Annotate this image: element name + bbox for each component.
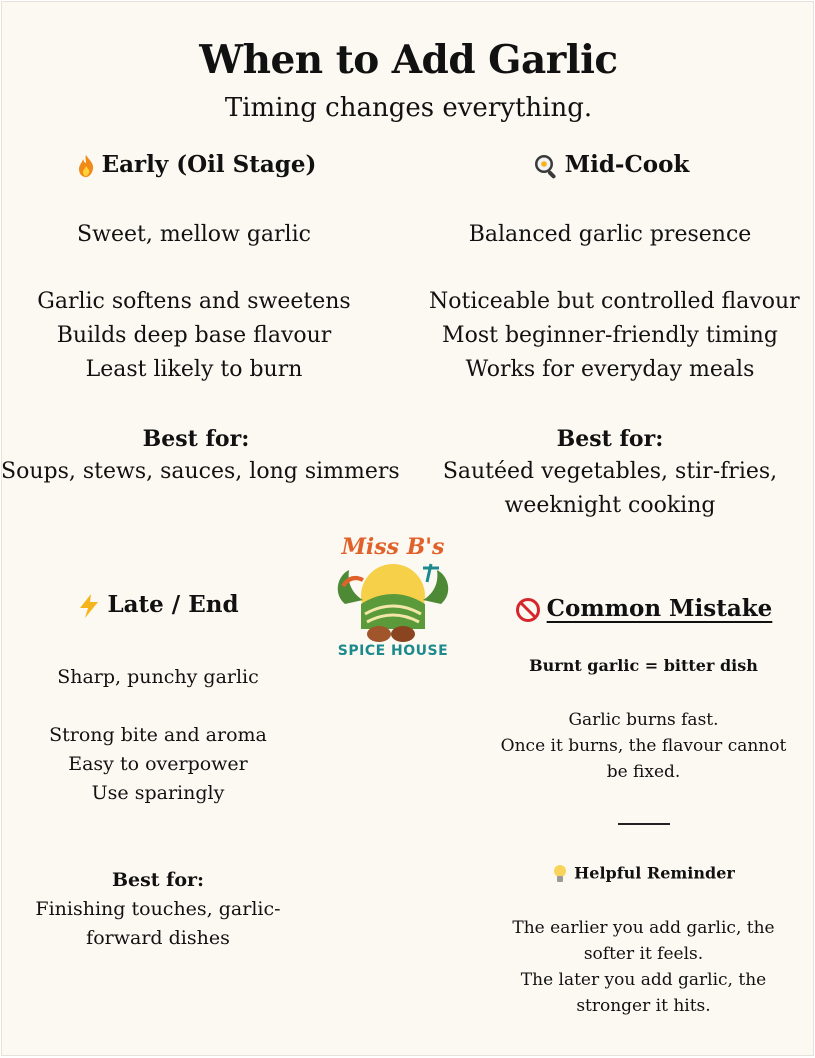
list-item: Strong bite and aroma: [49, 724, 267, 746]
reminder-heading-label: Helpful Reminder: [574, 863, 735, 883]
page-title: When to Add Garlic: [199, 37, 618, 83]
late-best-for-text: [1, 895, 315, 953]
early-summary: Sweet, mellow garlic: [77, 222, 311, 247]
reminder-line: stronger it hits.: [576, 996, 711, 1016]
late-best-for-label: Best for:: [111, 869, 205, 891]
reminder-text: [471, 915, 815, 1019]
early-heading: [1, 151, 391, 178]
mid-summary: Balanced garlic presence: [468, 222, 752, 247]
late-summary: Sharp, punchy garlic: [57, 666, 259, 688]
list-item: Use sparingly: [91, 782, 225, 804]
lightbulb-icon: [552, 863, 568, 885]
list-item: Least likely to burn: [85, 357, 303, 382]
mistake-heading-label: Common Mistake: [546, 595, 773, 622]
infographic-page: [1, 1, 814, 1056]
prohibited-icon: [515, 597, 541, 623]
mid-points: [429, 285, 800, 387]
fire-icon: [76, 154, 96, 178]
lightning-icon: [77, 593, 101, 619]
early-best-for-label: Best for:: [142, 426, 250, 452]
early-heading-label: Early (Oil Stage): [101, 151, 317, 178]
best-for-line: Finishing touches, garlic-: [35, 898, 281, 920]
late-heading: [1, 591, 315, 619]
mistake-line: Once it burns, the flavour cannot: [500, 736, 787, 756]
list-item: Works for everyday meals: [465, 357, 755, 382]
mistake-line: be fixed.: [606, 762, 681, 782]
reminder-line: softer it feels.: [583, 944, 704, 964]
reminder-heading: [471, 863, 815, 885]
mistake-heading: [471, 595, 815, 623]
list-item: Most beginner-friendly timing: [442, 323, 778, 348]
frying-pan-icon: [533, 153, 559, 179]
early-best-for-text: [1, 455, 400, 489]
early-points: [1, 285, 387, 387]
mid-best-for-text: [429, 455, 791, 523]
mistake-text: [471, 707, 815, 785]
logo-script-text: Miss B's: [341, 534, 445, 560]
best-for-line: weeknight cooking: [504, 493, 716, 518]
mistake-line: Garlic burns fast.: [568, 710, 719, 730]
late-heading-label: Late / End: [107, 591, 239, 618]
logo-name-text: SPICE HOUSE: [337, 643, 449, 659]
late-points: [1, 721, 315, 808]
mid-heading: [431, 151, 791, 179]
reminder-line: The earlier you add garlic, the: [512, 918, 775, 938]
list-item: Garlic softens and sweetens: [37, 289, 351, 314]
page-subtitle: Timing changes everything.: [224, 93, 593, 123]
reminder-line: The later you add garlic, the: [520, 970, 767, 990]
list-item: Easy to overpower: [68, 753, 248, 775]
list-item: Builds deep base flavour: [56, 323, 332, 348]
best-for-line: Sautéed vegetables, stir-fries,: [442, 459, 778, 484]
section-divider: [618, 823, 670, 825]
spice-house-logo: [323, 534, 463, 664]
mistake-tagline: Burnt garlic = bitter dish: [529, 656, 758, 675]
mid-best-for-label: Best for:: [556, 426, 664, 452]
mid-heading-label: Mid-Cook: [564, 151, 690, 178]
best-for-line: Soups, stews, sauces, long simmers: [1, 459, 400, 484]
best-for-line: forward dishes: [86, 927, 230, 949]
list-item: Noticeable but controlled flavour: [429, 289, 800, 314]
